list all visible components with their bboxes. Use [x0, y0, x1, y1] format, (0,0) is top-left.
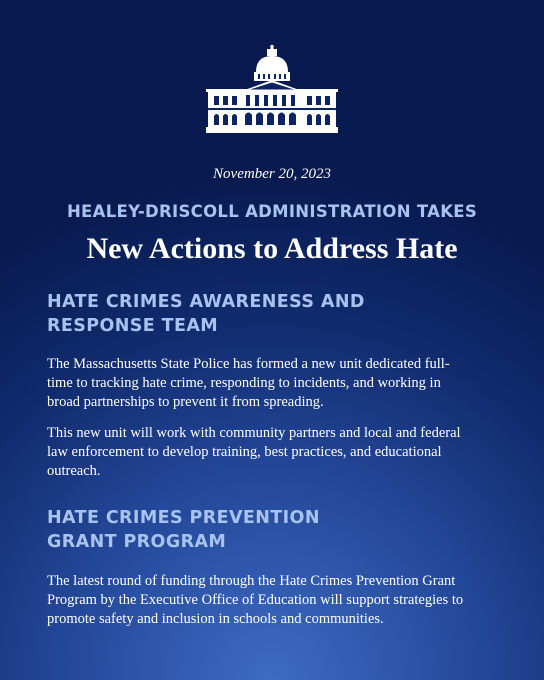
paragraph-line: The Massachusetts State Police has formed a new unit dedicated full- — [47, 356, 450, 372]
paragraph-line: This new unit will work with community partners and local and federal — [47, 425, 461, 441]
section-title-line: HATE CRIMES AWARENESS AND — [47, 292, 365, 312]
paragraph-line: outreach. — [47, 463, 101, 479]
paragraph-line: law enforcement to develop training, best practices, and educational — [47, 444, 442, 460]
section-title-grant — [47, 506, 507, 554]
page-title: New Actions to Address Hate — [86, 232, 458, 265]
paragraph-line: promote safety and inclusion in schools and communities. — [47, 611, 384, 627]
paragraph-line: broad partnerships to prevent it from spreading. — [47, 394, 324, 410]
paragraph-new-unit — [47, 424, 507, 481]
section-title-awareness — [47, 290, 507, 338]
date: November 20, 2023 — [213, 166, 331, 182]
section-title-line: RESPONSE TEAM — [47, 316, 219, 336]
paragraph-line: time to tracking hate crime, responding to incidents, and working in — [47, 375, 441, 391]
section-title-line: HATE CRIMES PREVENTION — [47, 508, 320, 528]
kicker-heading: HEALEY-DRISCOLL ADMINISTRATION TAKES — [66, 202, 478, 221]
paragraph-grant-funding — [47, 572, 507, 629]
section-title-line: GRANT PROGRAM — [47, 532, 227, 552]
paragraph-line: The latest round of funding through the Hate Crimes Prevention Grant — [47, 573, 456, 589]
state-house-icon — [206, 45, 338, 133]
paragraph-line: Program by the Executive Office of Education will support strategies to — [47, 592, 464, 608]
paragraph-state-police — [47, 355, 507, 412]
